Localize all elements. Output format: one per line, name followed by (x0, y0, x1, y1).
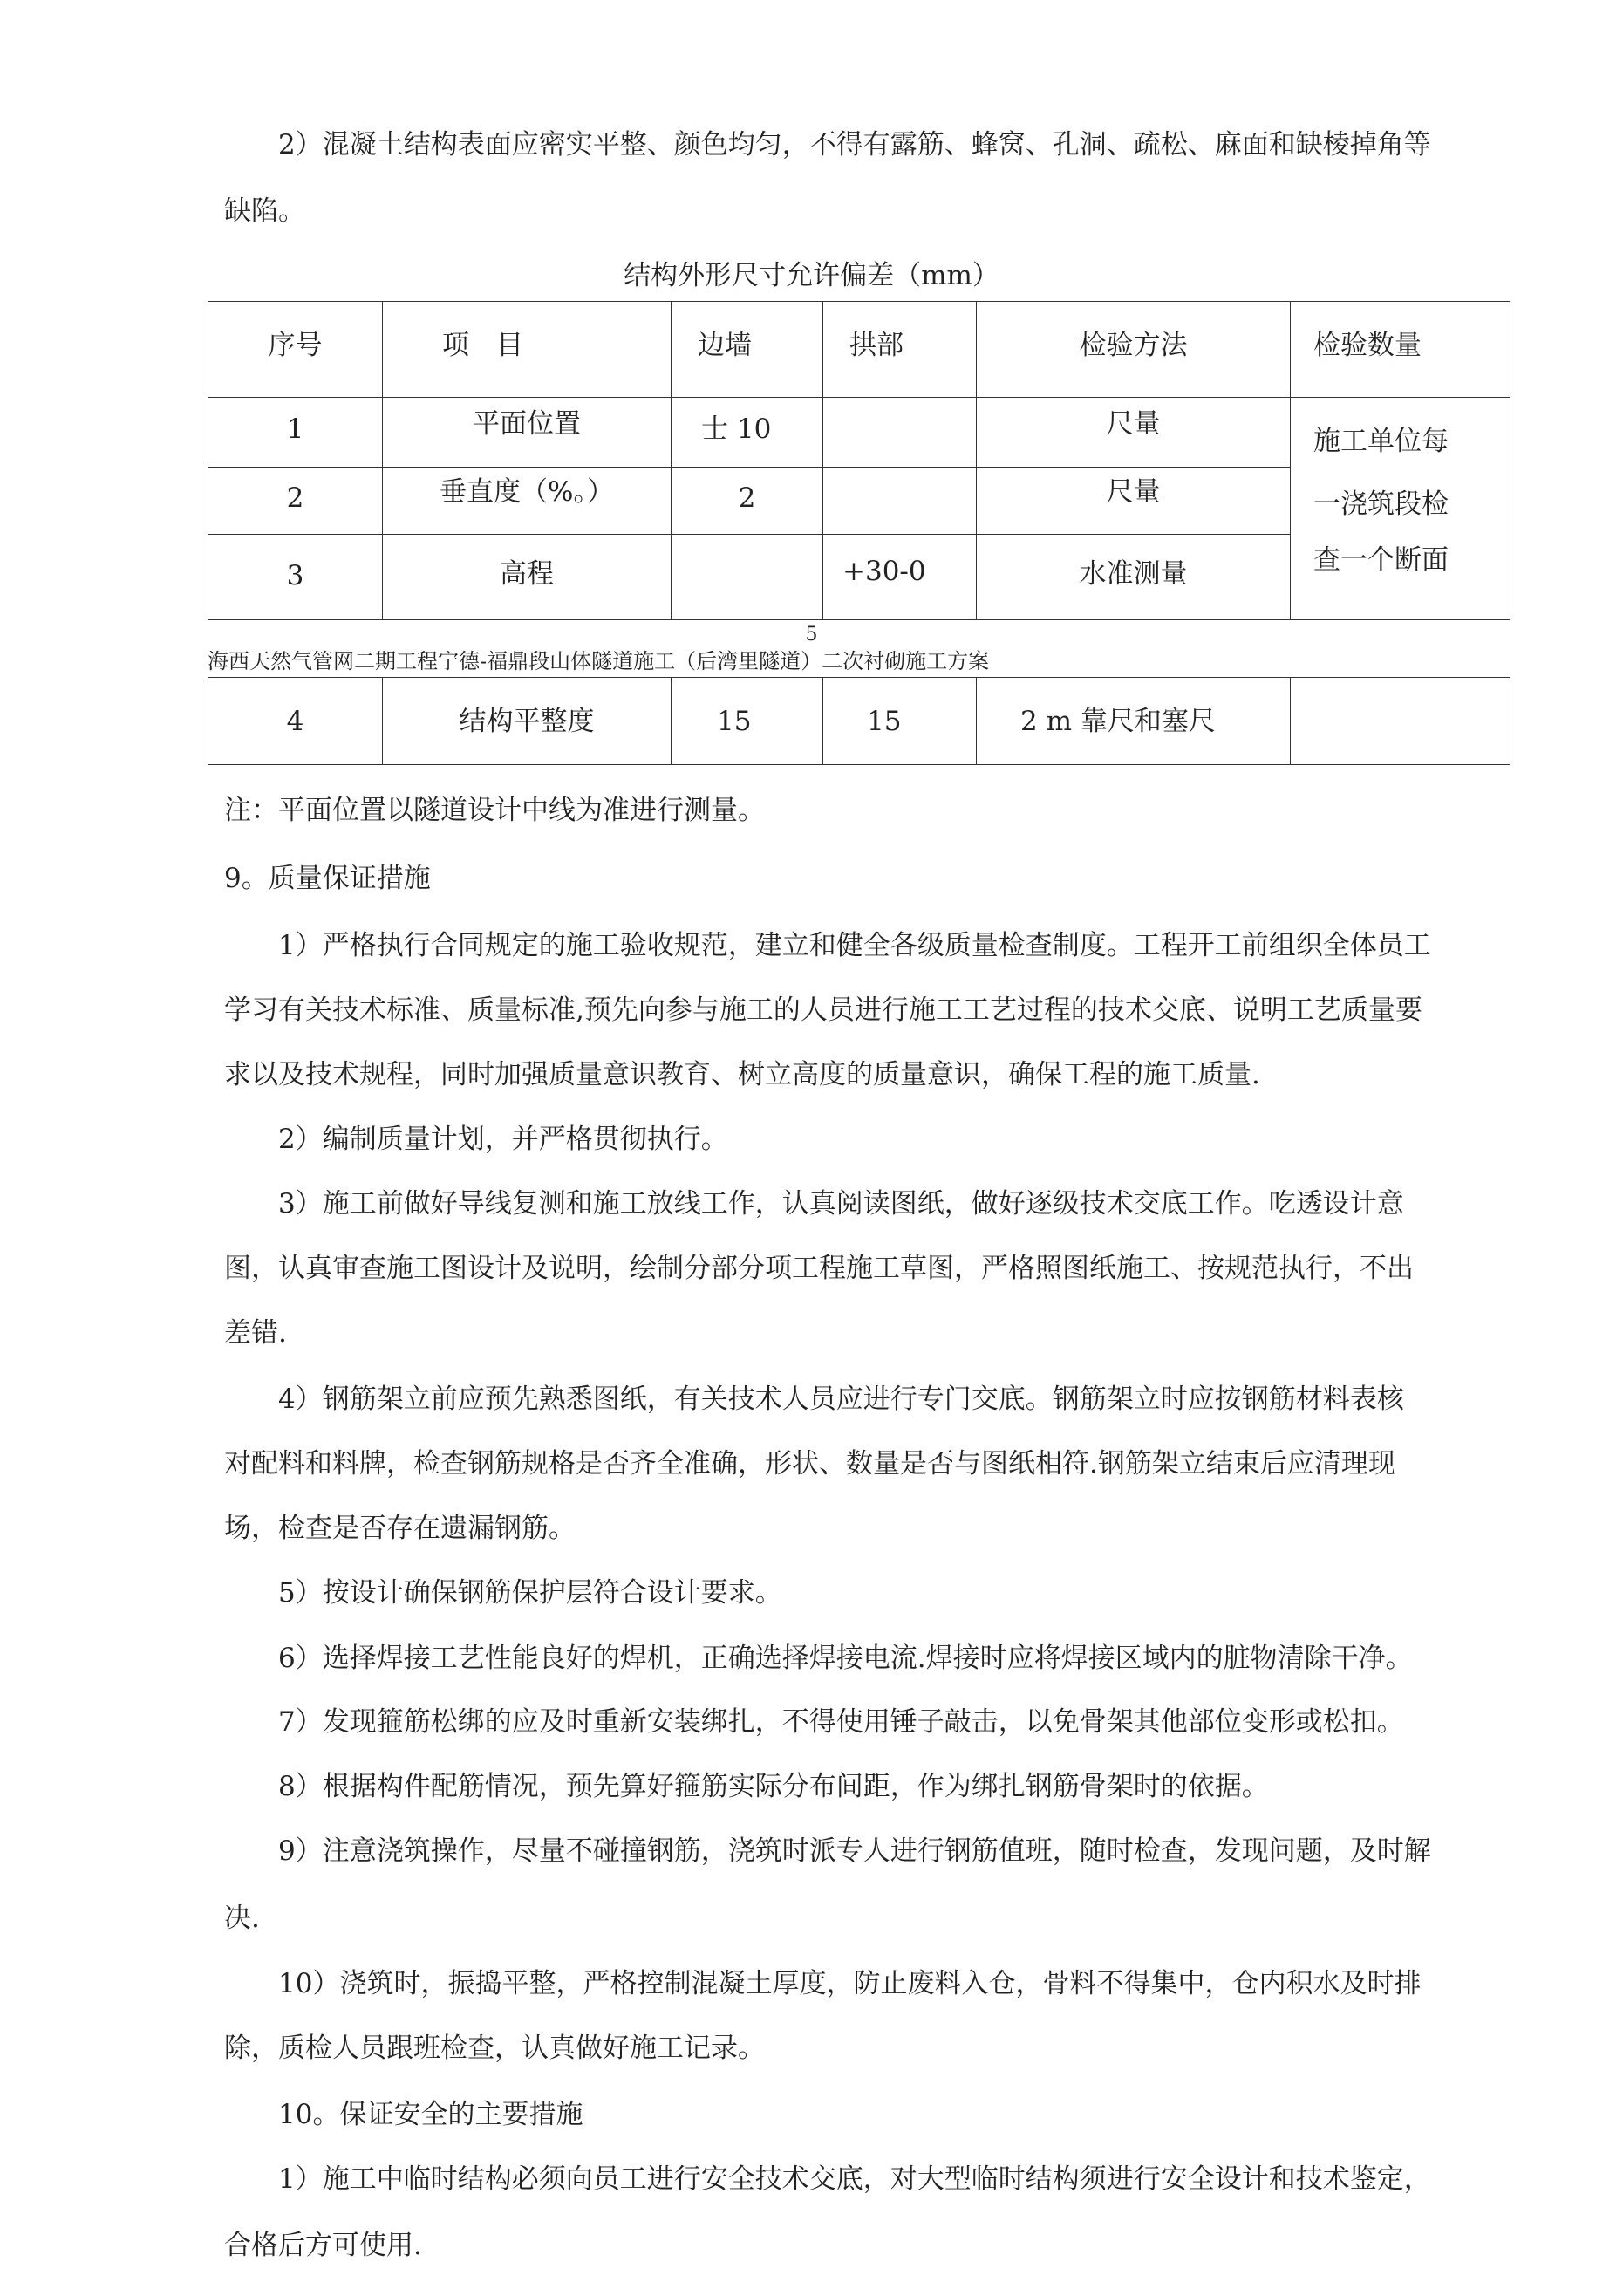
paragraph-line: 5）按设计确保钢筋保护层符合设计要求。 (224, 1577, 782, 1609)
paragraph-line: 除，质检人员跟班检查，认真做好施工记录。 (224, 2033, 765, 2064)
page-number: 5 (805, 624, 818, 646)
cell-side-wall: 士 10 (672, 398, 823, 468)
header-quantity: 检验数量 (1291, 302, 1510, 398)
cell-quantity (1291, 678, 1510, 765)
cell-item: 高程 (383, 535, 672, 620)
header-index: 序号 (208, 302, 383, 398)
paragraph-line: 1）施工中临时结构必须向员工进行安全技术交底，对大型临时结构须进行安全设计和技术鉴定， (224, 2163, 1431, 2195)
cell-method: 尺量 (977, 468, 1291, 535)
table-header-row (208, 302, 1510, 398)
paragraph-line: 场，检查是否存在遗漏钢筋。 (224, 1513, 576, 1544)
cell-side-wall (672, 535, 823, 620)
paragraph-line: 3）施工前做好导线复测和施工放线工作，认真阅读图纸，做好逐级技术交底工作。吃透设计意 (224, 1188, 1404, 1220)
paragraph-line: 7）发现箍筋松绑的应及时重新安装绑扎，不得使用锤子敲击，以免骨架其他部位变形或松扣。 (224, 1706, 1404, 1738)
cell-index: 2 (208, 468, 383, 535)
paragraph-line: 学习有关技术标准、质量标准,预先向参与施工的人员进行施工工艺过程的技术交底、说明工艺质量要 (224, 994, 1422, 1026)
header-method: 检验方法 (977, 302, 1291, 398)
cell-item: 垂直度（%。） (383, 468, 672, 535)
cell-item: 平面位置 (383, 398, 672, 468)
paragraph-line: 图，认真审查施工图设计及说明，绘制分部分项工程施工草图，严格照图纸施工、按规范执行，不出 (224, 1253, 1414, 1284)
paragraph-line: 9）注意浇筑操作，尽量不碰撞钢筋，浇筑时派专人进行钢筋值班，随时检查，发现问题，及时解 (224, 1835, 1431, 1867)
paragraph-line: 6）选择焊接工艺性能良好的焊机，正确选择焊接电流.焊接时应将焊接区域内的脏物清除干净。 (224, 1643, 1413, 1674)
running-header: 海西天然气管网二期工程宁德-福鼎段山体隧道施工（后湾里隧道）二次衬砌施工方案 (208, 649, 990, 673)
tolerance-table (208, 301, 1510, 620)
cell-method: 2 m 靠尺和塞尺 (977, 678, 1291, 765)
table-row (208, 678, 1510, 765)
cell-item: 结构平整度 (383, 678, 672, 765)
quantity-note-line: 一浇筑段检 (1313, 489, 1449, 520)
quantity-note-line: 查一个断面 (1313, 544, 1449, 576)
header-item: 项 目 (383, 302, 672, 398)
table-caption: 结构外形尺寸允许偏差（mm） (624, 260, 999, 291)
paragraph-line: 2）混凝土结构表面应密实平整、颜色均匀，不得有露筋、蜂窝、孔洞、疏松、麻面和缺棱掉角等 (224, 129, 1431, 161)
cell-index: 3 (208, 535, 383, 620)
tolerance-table-continued (208, 677, 1510, 765)
table-row (208, 398, 1510, 468)
header-arch: 拱部 (823, 302, 977, 398)
paragraph-line: 缺陷。 (224, 195, 305, 227)
section-heading: 9。质量保证措施 (224, 863, 431, 894)
paragraph-line: 对配料和料牌，检查钢筋规格是否齐全准确，形状、数量是否与图纸相符.钢筋架立结束后应清理现 (224, 1448, 1395, 1479)
cell-method: 水准测量 (977, 535, 1291, 620)
paragraph-line: 差错. (224, 1317, 287, 1349)
paragraph-line: 8）根据构件配筋情况，预先算好箍筋实际分布间距，作为绑扎钢筋骨架时的依据。 (224, 1771, 1269, 1802)
paragraph-line: 求以及技术规程，同时加强质量意识教育、树立高度的质量意识，确保工程的施工质量. (224, 1059, 1260, 1090)
header-side-wall: 边墙 (672, 302, 823, 398)
cell-arch: +30-0 (823, 535, 977, 620)
cell-side-wall: 15 (672, 678, 823, 765)
quantity-note-line: 施工单位每 (1313, 426, 1449, 457)
paragraph-line: 合格后方可使用. (224, 2230, 422, 2261)
cell-side-wall: 2 (672, 468, 823, 535)
cell-method: 尺量 (977, 398, 1291, 468)
cell-index: 1 (208, 398, 383, 468)
paragraph-line: 10）浇筑时，振捣平整，严格控制混凝土厚度，防止废料入仓，骨料不得集中，仓内积水及时排 (224, 1968, 1422, 1999)
paragraph-line: 决. (224, 1903, 260, 1934)
paragraph-line: 1）严格执行合同规定的施工验收规范，建立和健全各级质量检查制度。工程开工前组织全体员工 (224, 930, 1431, 961)
paragraph-line: 4）钢筋架立前应预先熟悉图纸，有关技术人员应进行专门交底。钢筋架立时应按钢筋材料表核 (224, 1384, 1404, 1415)
cell-arch (823, 468, 977, 535)
cell-arch: 15 (823, 678, 977, 765)
note-line: 注：平面位置以隧道设计中线为准进行测量。 (224, 795, 765, 826)
section-heading: 10。保证安全的主要措施 (224, 2099, 583, 2130)
paragraph-line: 2）编制质量计划，并严格贯彻执行。 (224, 1124, 728, 1155)
cell-quantity-merged (1291, 398, 1510, 620)
cell-arch (823, 398, 977, 468)
cell-index: 4 (208, 678, 383, 765)
